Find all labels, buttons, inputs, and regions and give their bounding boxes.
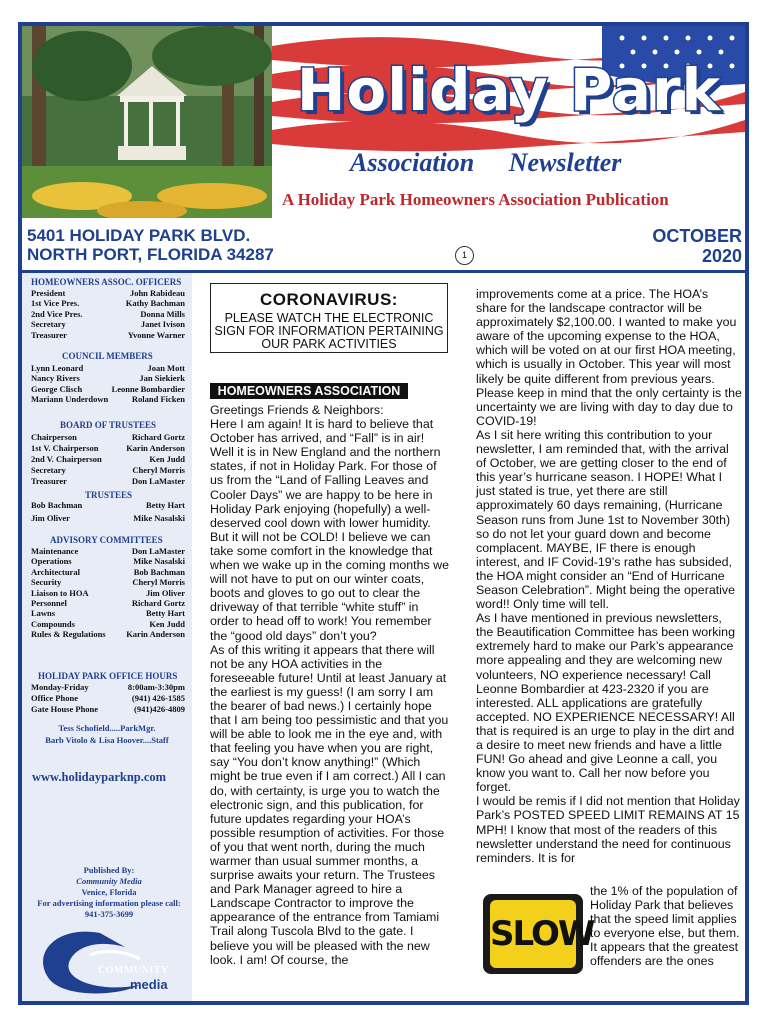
directory-row	[31, 330, 185, 340]
directory-role: Maintenance	[31, 546, 79, 556]
directory-role: 1st V. Chairperson	[31, 443, 99, 453]
directory-row	[31, 546, 185, 556]
directory-name: Mike Nasalski	[133, 512, 185, 523]
staff-block	[22, 722, 192, 746]
hoa-article-column-2	[476, 287, 742, 865]
article-paragraph: As I have mentioned in previous newsletters, the Beautification Committee has been working extremely hard to make our Park’s appearance more appealing and they are welcoming new volunteers, NO experience necessary! Call Leonne Bombardier at 423-2320 if you are interested. ALL applications are gratefully accepted. NO EXPERIENCE NECESSARY! All that is required is an urge to play in the dirt and a desire to meet new friends and have a little FUN! Go ahead and give Leonne a call, you know you want to. Call her now before you forget.	[476, 611, 735, 795]
directory-row	[31, 476, 185, 486]
community-media-logo	[30, 925, 180, 995]
directory-role: Rules & Regulations	[31, 629, 106, 640]
directory-name: Cheryl Morris	[132, 465, 185, 475]
staff-line-2: Barb Vitolo & Lisa Hoover....Staff	[45, 735, 169, 745]
directory-name: Ken Judd	[149, 454, 185, 464]
directory-name: (941) 426-1585	[131, 693, 185, 703]
directory-role: Architectural	[31, 566, 80, 577]
publication-line: A Holiday Park Homeowners Association Publication	[282, 190, 669, 209]
officers-heading: HOMEOWNERS ASSOC. OFFICERS	[31, 277, 182, 287]
publisher-block	[28, 865, 190, 920]
directory-row	[31, 608, 185, 618]
issue-month: OCTOBER	[652, 226, 742, 246]
directory-row	[31, 432, 185, 442]
directory-name: Roland Ficken	[131, 394, 185, 405]
directory-role: Monday-Friday	[31, 682, 89, 692]
published-by-label: Published By:	[83, 865, 135, 875]
directory-role: Personnel	[31, 598, 67, 608]
issue-date	[652, 226, 742, 266]
directory-role: Treasurer	[31, 476, 67, 486]
directory-role: Compounds	[31, 618, 75, 629]
advertising-phone: 941-375-3699	[84, 909, 134, 919]
directory-name: Mike Nasalski	[133, 556, 185, 567]
directory-name: Bob Bachman	[133, 566, 185, 577]
gazebo-photo	[22, 26, 272, 218]
directory-name: Karin Anderson	[126, 443, 185, 453]
directory-row	[31, 588, 185, 598]
directory-name: 8:00am-3:30pm	[127, 682, 185, 692]
directory-role: Mariann Underdown	[31, 394, 109, 405]
office-hours-heading: HOLIDAY PARK OFFICE HOURS	[38, 671, 178, 681]
masthead-title: Holiday Park	[296, 56, 722, 124]
advisory-heading: ADVISORY COMMITTEES	[50, 535, 163, 545]
page-number: 1	[455, 246, 474, 265]
coronavirus-body: PLEASE WATCH THE ELECTRONIC SIGN FOR INFORMATION PERTAINING OUR PARK ACTIVITIES	[214, 311, 444, 351]
issue-year: 2020	[701, 246, 742, 266]
directory-row	[31, 619, 185, 629]
directory-row	[31, 598, 185, 608]
directory-name: Kathy Bachman	[125, 298, 185, 309]
address-line-1: 5401 HOLIDAY PARK BLVD.	[27, 226, 251, 245]
article-paragraph: As of this writing it appears that there will not be any HOA activities in the foreseeable future! Until at least January at the earliest is my guess! (I am sorry I am the bearer of bad news.) I certainly hope that I am being too pessimistic and that you will be able to look me in the eye and, with that feeling you have when you are right, say “You don’t know anything!” (Which might be true even if I am correct.) All I can do, with certainty, is urge you to watch the electronic sign, and this publication, for future updates regarding your HOA’s possible resumption of activities. For those of you that went north, during the much warmer than usual summer months, a surprise awaits your return. The Trustees and Park Manager agreed to hire a Landscape Contractor to improve the appearance of the entrance from Tamiami Trail along Tuscola Blvd to the gate. I believe you will be pleased with the new look. I am! Of course, the	[210, 642, 449, 967]
directory-role: Lynn Leonard	[31, 363, 84, 373]
directory-row	[31, 288, 185, 298]
hoa-section-heading: HOMEOWNERS ASSOCIATION	[210, 383, 408, 399]
directory-role: Bob Bachman	[31, 500, 83, 510]
directory-role: Gate House Phone	[31, 704, 99, 714]
coronavirus-notice	[210, 283, 448, 353]
directory-role: Secretary	[31, 319, 66, 330]
directory-name: Leonne Bombardier	[111, 383, 185, 394]
hoa-article-column-2-tail	[590, 884, 742, 969]
article-paragraph: As I sit here writing this contribution to your newsletter, I am reminded that, with the arrival of October, we are getting closer to the end of this year’s hurricane season. I HOPE! What I just stated is true, yet there are still approximately 60 days remaining, (Hurricane Season runs from June 1st to November 30th) so do not let your guard down and become complacent. MAYBE, IF there is enough interest, and IF Covid-19’s rathe has subsided, the HOA might consider an “End of Hurricane Season Celebration”. Might being the operative word!! Only time will tell.	[476, 427, 735, 612]
directory-row	[31, 298, 185, 308]
directory-role: George Clisch	[31, 383, 83, 394]
directory-name: Betty Hart	[146, 500, 185, 510]
logo-word-media: media	[130, 977, 168, 992]
directory-name: Donna Mills	[140, 308, 185, 319]
directory-row	[31, 704, 185, 714]
directory-name: Richard Gortz	[131, 598, 185, 608]
article-paragraph: Greetings Friends & Neighbors:	[210, 403, 384, 417]
directory-role: Jim Oliver	[31, 512, 70, 523]
directory-name: Ken Judd	[149, 618, 185, 629]
subtitle-association: Association	[350, 148, 475, 177]
address-line-2: NORTH PORT, FLORIDA 34287	[27, 245, 274, 264]
article-paragraph: I would be remis if I did not mention that Holiday Park’s POSTED SPEED LIMIT REMAINS AT 15 MPH! I know that most of the readers of this newsletter understand the need for continuous reminders. It is for	[476, 794, 740, 865]
directory-name: Richard Gortz	[131, 432, 185, 442]
masthead-subtitle	[350, 148, 621, 178]
directory-name: Cheryl Morris	[132, 577, 185, 588]
directory-row	[31, 556, 185, 566]
address-block	[27, 226, 274, 264]
advertising-info: For advertising information please call:	[37, 898, 181, 908]
subtitle-newsletter: Newsletter	[508, 148, 622, 177]
article-paragraph: the 1% of the population of Holiday Park that believes that the speed limit applies to everyone else, but them. It appears that the greatest offenders are the ones	[590, 884, 740, 969]
directory-name: Don LaMaster	[131, 476, 185, 486]
article-paragraph: Here I am again! It is hard to believe that October has arrived, and “Fall” is in air! Well it is in New England and the northern states, if not in Holiday Park. For those of us from the “Land of Falling Leaves and Cooler Days” we are happy to be here in Holiday Park enjoying (hopefully) a well-deserved cool down with lower humidity. But it will not be COLD! I believe we can take some comfort in the knowledge that when we wake up in the coming months we will not have to put on our winter coats, boots and gloves to go out to clear the driveway of that terrible “white stuff” in order to head off to work! You remember the “good old days” don’t you?	[210, 417, 449, 643]
slow-sign-image	[483, 894, 594, 974]
directory-role: Nancy Rivers	[31, 373, 80, 384]
directory-row	[31, 443, 185, 453]
board-trustees-heading: BOARD OF TRUSTEES	[60, 420, 157, 430]
slow-sign-text: SLOW	[490, 900, 576, 968]
directory-role: 2nd Vice Pres.	[31, 308, 83, 319]
directory-row	[31, 454, 185, 464]
trustees-heading: TRUSTEES	[85, 490, 133, 500]
publisher-name: Community Media	[76, 876, 142, 886]
publisher-city: Venice, Florida	[81, 887, 137, 897]
directory-row	[31, 513, 185, 523]
directory-name: John Rabideau	[129, 288, 185, 298]
directory-role: Operations	[31, 556, 72, 567]
directory-row	[31, 394, 185, 404]
directory-name: Jim Oliver	[146, 587, 185, 598]
directory-name: Jan Siekierk	[139, 373, 185, 384]
directory-row	[31, 577, 185, 587]
directory-role: Lawns	[31, 608, 56, 619]
directory-role: Secretary	[31, 465, 66, 475]
directory-row	[31, 682, 185, 692]
directory-row	[31, 363, 185, 373]
directory-role: Office Phone	[31, 693, 78, 703]
directory-role: Liaison to HOA	[31, 587, 89, 598]
directory-name: Joan Mott	[147, 363, 185, 373]
logo-word-community: COMMUNITY	[98, 965, 169, 976]
directory-name: Karin Anderson	[126, 629, 185, 640]
directory-role: Treasurer	[31, 329, 67, 340]
directory-role: Security	[31, 577, 62, 588]
directory-name: Betty Hart	[146, 608, 185, 619]
directory-role: 1st Vice Pres.	[31, 298, 80, 309]
directory-row	[31, 500, 185, 510]
directory-row	[31, 693, 185, 703]
directory-name: Yvonne Warner	[127, 329, 185, 340]
directory-role: President	[31, 288, 66, 298]
directory-row	[31, 567, 185, 577]
website-link[interactable]: www.holidayparknp.com	[32, 770, 167, 784]
directory-row	[31, 384, 185, 394]
article-paragraph: improvements come at a price. The HOA’s share for the landscape contractor will be approximately $2,100.00. I wanted to make you aware of the upcoming expense to the HOA, which will be voted on at our first HOA meeting, which is usually in October. This year will most likely be quite different from previous years. Please keep in mind that the only certainty is the uncertainty we are living with day to day due to COVID-19!	[476, 287, 742, 428]
directory-role: 2nd V. Chairperson	[31, 454, 102, 464]
directory-role: Chairperson	[31, 432, 77, 442]
directory-name: Janet Ivison	[140, 319, 185, 330]
coronavirus-title: CORONAVIRUS:	[260, 290, 398, 309]
directory-name: Don LaMaster	[131, 546, 185, 556]
directory-row	[31, 309, 185, 319]
directory-row	[31, 319, 185, 329]
hoa-article-column-1	[210, 403, 450, 967]
directory-row	[31, 373, 185, 383]
directory-name: (941)426-4809	[134, 704, 185, 714]
council-heading: COUNCIL MEMBERS	[62, 351, 153, 361]
directory-row	[31, 629, 185, 639]
staff-line-1: Tess Schofield.....ParkMgr.	[58, 723, 156, 733]
directory-row	[31, 465, 185, 475]
